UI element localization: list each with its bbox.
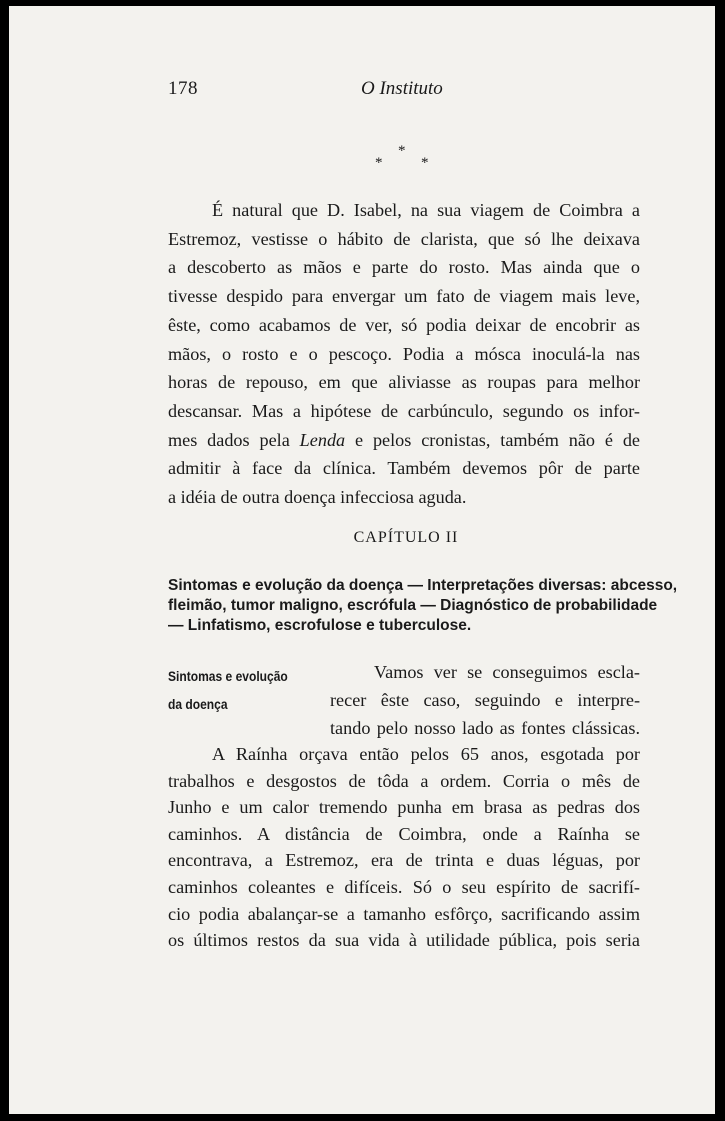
paragraph-2: [330, 658, 640, 743]
chapter-title: CAPÍTULO II: [353, 529, 459, 546]
paragraph-3: [168, 741, 640, 954]
text-line: admitir à face da clínica. Também devemos pôr de parte: [168, 458, 640, 479]
paragraph-1: [168, 196, 640, 512]
section-break-asterism: [371, 143, 441, 177]
side-heading-line: Sintomas e evolução: [168, 668, 288, 684]
asterisk: *: [398, 143, 406, 159]
italic-title-lenda: Lenda: [299, 429, 346, 450]
text-line: tando pelo nosso lado as fontes clássicas.: [330, 718, 640, 739]
text-line: encontrava, a Estremoz, era de trinta e duas léguas, por: [168, 850, 640, 871]
text-line: a idéia de outra doença infecciosa aguda.: [168, 487, 467, 508]
text-line: É natural que D. Isabel, na sua viagem de Coimbra a: [212, 200, 640, 220]
text-line: êste, como acabamos de ver, só podia deixar de encobrir as: [168, 314, 640, 335]
chapter-summary: [168, 576, 678, 636]
page-number: 178: [168, 78, 198, 99]
text-segment: e pelos cronistas, também não é de: [355, 429, 640, 450]
running-title: O Instituto: [361, 78, 443, 99]
text-line: Estremoz, vestisse o hábito de clarista, que só lhe deixava: [168, 228, 640, 249]
asterisk: *: [375, 155, 383, 171]
asterisk: *: [421, 155, 429, 171]
book-page: [9, 6, 715, 1114]
text-line: A Raínha orçava então pelos 65 anos, esgotada por: [212, 744, 640, 764]
text-line: caminhos. A distância de Coimbra, onde a Raínha se: [168, 823, 640, 844]
text-line: caminhos coleantes e difíceis. Só o seu espírito de sacrifí-: [168, 876, 640, 897]
text-line: a descoberto as mãos e parte do rosto. Mas ainda que o: [168, 257, 640, 278]
text-line: os últimos restos da sua vida à utilidade pública, pois seria: [168, 930, 640, 951]
text-line: Vamos ver se conseguimos escla-: [374, 662, 640, 682]
side-heading-line: da doença: [168, 696, 228, 712]
text-line: horas de repouso, em que aliviasse as roupas para melhor: [168, 372, 640, 393]
text-line: tivesse despido para envergar um fato de viagem mais leve,: [168, 286, 640, 307]
text-line: trabalhos e desgostos de tôda a ordem. Corria o mês de: [168, 770, 640, 791]
text-line: descansar. Mas a hipótese de carbúnculo, segundo os infor-: [168, 400, 640, 421]
text-line: Junho e um calor tremendo punha em brasa as pedras dos: [168, 797, 640, 818]
text-segment: mes dados pela: [168, 429, 290, 450]
text-line: recer êste caso, seguindo e interpre-: [330, 690, 640, 711]
summary-line: Sintomas e evolução da doença — Interpretações diversas: abcesso,: [168, 577, 678, 594]
summary-line: fleimão, tumor maligno, escrófula — Diagnóstico de probabilidade: [168, 597, 658, 614]
side-heading: [168, 662, 288, 718]
text-line: mãos, o rosto e o pescoço. Podia a mósca inoculá-la nas: [168, 343, 640, 364]
text-line: [168, 426, 640, 455]
text-line: cio podia abalançar-se a tamanho esfôrço, sacrificando assim: [168, 903, 640, 924]
summary-line: — Linfatismo, escrofulose e tuberculose.: [168, 617, 472, 634]
